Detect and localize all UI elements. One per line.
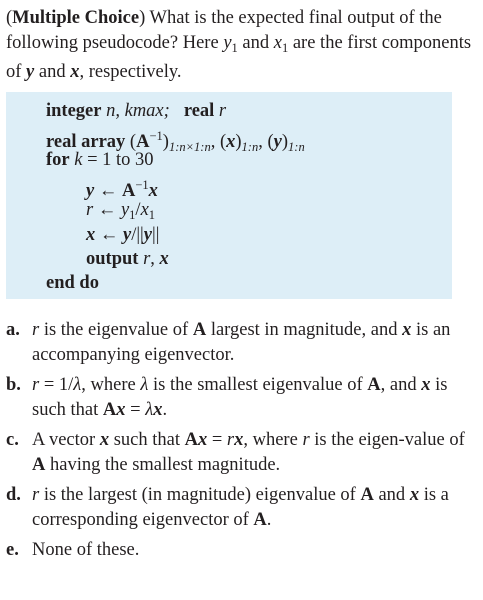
norm-close: || xyxy=(152,225,160,245)
option-text: None of these. xyxy=(32,540,140,560)
code-int-vars: n, kmax; xyxy=(101,101,170,121)
var-r: r xyxy=(302,430,310,450)
keyword-output: output xyxy=(86,249,139,269)
matrix-A: A xyxy=(121,181,136,201)
matrix-A: A xyxy=(253,510,267,530)
var-y1: y xyxy=(223,32,232,53)
code-line-for xyxy=(46,148,154,172)
option-text: is the largest (in magnitude) eigenvalue of xyxy=(39,485,361,505)
norm-open: /|| xyxy=(131,225,144,245)
var-r: r xyxy=(138,249,151,269)
question-type-label: Multiple Choice xyxy=(12,8,140,28)
matrix-A: A xyxy=(192,320,207,340)
code-line-end xyxy=(46,271,99,295)
vector-x: x xyxy=(409,485,420,505)
option-text: is the smallest eigenvalue of xyxy=(148,375,368,395)
matrix-A: A xyxy=(184,430,198,450)
vector-x: x xyxy=(234,430,244,450)
option-text: is the eigenvalue of xyxy=(39,320,193,340)
divide-slash: / xyxy=(135,200,141,220)
vector-x-range: 1:n xyxy=(241,140,259,154)
vector-x: x xyxy=(116,400,126,420)
option-text: is an accompanying eigenvector. xyxy=(32,320,451,365)
code-real-var: r xyxy=(214,101,227,121)
var-y1: y xyxy=(120,200,130,220)
code-line-x-update xyxy=(86,223,159,247)
matrix-range: 1:n×1:n xyxy=(168,140,211,154)
option-text: such that xyxy=(109,430,185,450)
assign-arrow: ← xyxy=(95,225,123,245)
var-r: r xyxy=(86,200,94,220)
option-text: , where xyxy=(81,375,141,395)
option-letter-d: d. xyxy=(6,485,21,505)
assign-arrow: ← xyxy=(94,181,122,201)
code-separator: , xyxy=(150,249,160,269)
option-text: = xyxy=(125,400,146,420)
vector-x-decl: x xyxy=(226,132,236,152)
code-line-declarations xyxy=(46,99,226,123)
vector-x: x xyxy=(421,375,431,395)
vector-x: x xyxy=(197,430,208,450)
keyword-real-array: real array xyxy=(46,132,126,152)
var-r: r xyxy=(226,430,235,450)
loop-range: = 1 to 30 xyxy=(82,150,154,170)
matrix-A: A xyxy=(367,375,381,395)
question-and: and xyxy=(237,32,274,53)
option-text: is such that xyxy=(32,375,448,420)
var-x1-sub: 1 xyxy=(148,208,156,222)
matrix-A: A xyxy=(360,485,374,505)
question-body-1: ) What is the expected final output of the following pseudocode? Here xyxy=(6,8,442,53)
vector-y: y xyxy=(26,62,35,82)
answer-options xyxy=(6,318,476,568)
option-text: = 1/ xyxy=(39,375,74,395)
var-r: r xyxy=(32,485,40,505)
option-text: is a corresponding eigenvector of xyxy=(32,485,449,530)
option-text: . xyxy=(266,510,272,530)
keyword-for: for xyxy=(46,150,70,170)
question-text xyxy=(6,6,476,85)
option-letter-e: e. xyxy=(6,540,19,560)
option-text: A vector xyxy=(32,430,100,450)
code-paren: ) xyxy=(162,132,169,152)
code-paren: ( xyxy=(125,132,137,152)
var-lambda: λ xyxy=(145,400,154,420)
option-text: having the smallest magnitude. xyxy=(45,455,281,475)
code-paren: ) xyxy=(281,132,289,152)
vector-x: x xyxy=(402,320,412,340)
inverse-superscript: −1 xyxy=(135,178,149,192)
matrix-A: A xyxy=(32,455,46,475)
inverse-superscript: −1 xyxy=(149,129,163,143)
vector-y: y xyxy=(143,225,152,245)
var-r: r xyxy=(32,375,40,395)
option-letter-b: b. xyxy=(6,375,21,395)
option-letter-a: a. xyxy=(6,320,20,340)
option-e[interactable] xyxy=(6,538,476,563)
code-separator: , ( xyxy=(258,132,274,152)
vector-y: y xyxy=(123,225,132,245)
var-lambda: λ xyxy=(140,375,149,395)
vector-y-range: 1:n xyxy=(288,140,305,154)
loop-var-k: k xyxy=(69,150,83,170)
vector-x: x xyxy=(148,181,158,201)
question-body-2: are the first components of xyxy=(6,32,472,82)
var-y1-sub: 1 xyxy=(129,208,136,222)
vector-y: y xyxy=(86,181,95,201)
option-text: largest in magnitude, and xyxy=(206,320,403,340)
vector-x: x xyxy=(86,225,96,245)
option-text: and xyxy=(373,485,410,505)
option-letter-c: c. xyxy=(6,430,19,450)
keyword-end-do: end do xyxy=(46,273,99,293)
option-b[interactable] xyxy=(6,373,476,423)
vector-x: x xyxy=(159,249,169,269)
var-x1: x xyxy=(140,200,149,220)
code-line-output xyxy=(86,247,169,271)
option-text: , where xyxy=(243,430,303,450)
code-paren: ) xyxy=(235,132,242,152)
pseudocode-box xyxy=(6,92,452,299)
vector-y-decl: y xyxy=(273,132,282,152)
var-r: r xyxy=(32,320,40,340)
keyword-integer: integer xyxy=(46,101,102,121)
var-lambda: λ xyxy=(73,375,82,395)
var-x1: x xyxy=(273,32,282,53)
var-y1-sub: 1 xyxy=(231,40,238,55)
option-text: is the eigen-value of xyxy=(309,430,465,450)
option-text: . xyxy=(162,400,168,420)
option-d[interactable] xyxy=(6,483,476,533)
option-text: , and xyxy=(380,375,422,395)
vector-x: x xyxy=(153,400,163,420)
option-a[interactable] xyxy=(6,318,476,368)
question-and-2: and xyxy=(34,62,71,82)
option-c[interactable] xyxy=(6,428,476,478)
keyword-real: real xyxy=(183,101,215,121)
option-text: = xyxy=(207,430,227,450)
matrix-A: A xyxy=(136,132,150,152)
var-x1-sub: 1 xyxy=(281,40,289,55)
vector-x: x xyxy=(70,62,80,82)
question-end: , respectively. xyxy=(79,62,182,82)
assign-arrow: ← xyxy=(93,200,121,220)
code-separator: , ( xyxy=(210,132,227,152)
vector-x: x xyxy=(99,430,110,450)
matrix-A: A xyxy=(102,400,117,420)
question-paren: ( xyxy=(6,8,13,28)
